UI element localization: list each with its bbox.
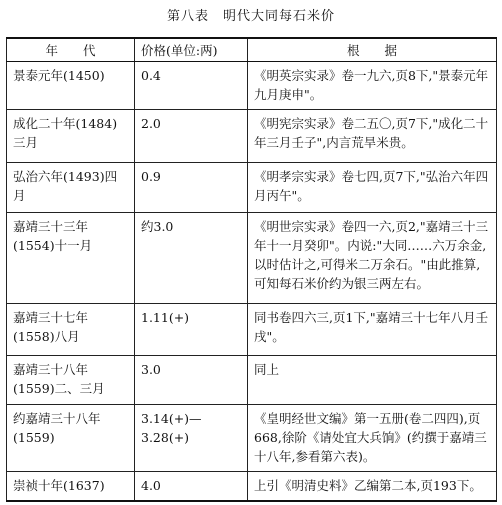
header-period: 年 代	[7, 38, 135, 62]
period-cell: 景泰元年(1450)	[7, 62, 135, 110]
source-cell: 同上	[248, 356, 497, 405]
table-row	[7, 472, 497, 501]
source-cell: 上引《明清史料》乙编第二本,页193下。	[248, 472, 497, 501]
price-cell: 0.4	[135, 62, 248, 110]
source-cell: 同书卷四六三,页1下,"嘉靖三十七年八月壬戌"。	[248, 304, 497, 356]
price-cell: 4.0	[135, 472, 248, 501]
period-cell: 约嘉靖三十八年(1559)	[7, 405, 135, 472]
source-cell: 《明英宗实录》卷一九六,页8下,"景泰元年九月庚申"。	[248, 62, 497, 110]
period-cell: 嘉靖三十三年(1554)十一月	[7, 213, 135, 304]
rice-price-table	[6, 37, 497, 502]
period-cell: 崇祯十年(1637)	[7, 472, 135, 501]
header-price: 价格(单位:两)	[135, 38, 248, 62]
price-cell: 2.0	[135, 110, 248, 163]
table-row	[7, 356, 497, 405]
period-cell: 弘治六年(1493)四月	[7, 163, 135, 213]
table-row	[7, 62, 497, 110]
header-row	[7, 38, 497, 62]
source-cell: 《明宪宗实录》卷二五〇,页7下,"成化二十年三月壬子",内言荒旱米贵。	[248, 110, 497, 163]
price-cell: 1.11(+)	[135, 304, 248, 356]
source-cell: 《明世宗实录》卷四一六,页2,"嘉靖三十三年十一月癸卯"。内说:"大同……六万余金,以时估计之,可得米二万余石。"由此推算,可知每石米价约为银三两左右。	[248, 213, 497, 304]
table-row	[7, 213, 497, 304]
source-cell: 《明孝宗实录》卷七四,页7下,"弘治六年四月丙午"。	[248, 163, 497, 213]
period-cell: 嘉靖三十八年(1559)二、三月	[7, 356, 135, 405]
table-row	[7, 405, 497, 472]
header-source: 根 据	[248, 38, 497, 62]
table-row	[7, 163, 497, 213]
price-cell: 0.9	[135, 163, 248, 213]
price-cell: 约3.0	[135, 213, 248, 304]
source-cell: 《皇明经世文编》第一五册(卷二四四),页668,徐阶《请处宜大兵饷》(约撰于嘉靖三十八年,参看第六表)。	[248, 405, 497, 472]
price-cell: 3.14(+)—3.28(+)	[135, 405, 248, 472]
table-row	[7, 110, 497, 163]
period-cell: 嘉靖三十七年(1558)八月	[7, 304, 135, 356]
table-title: 第八表 明代大同每石米价	[166, 9, 335, 24]
price-cell: 3.0	[135, 356, 248, 405]
table-row	[7, 304, 497, 356]
period-cell: 成化二十年(1484)三月	[7, 110, 135, 163]
